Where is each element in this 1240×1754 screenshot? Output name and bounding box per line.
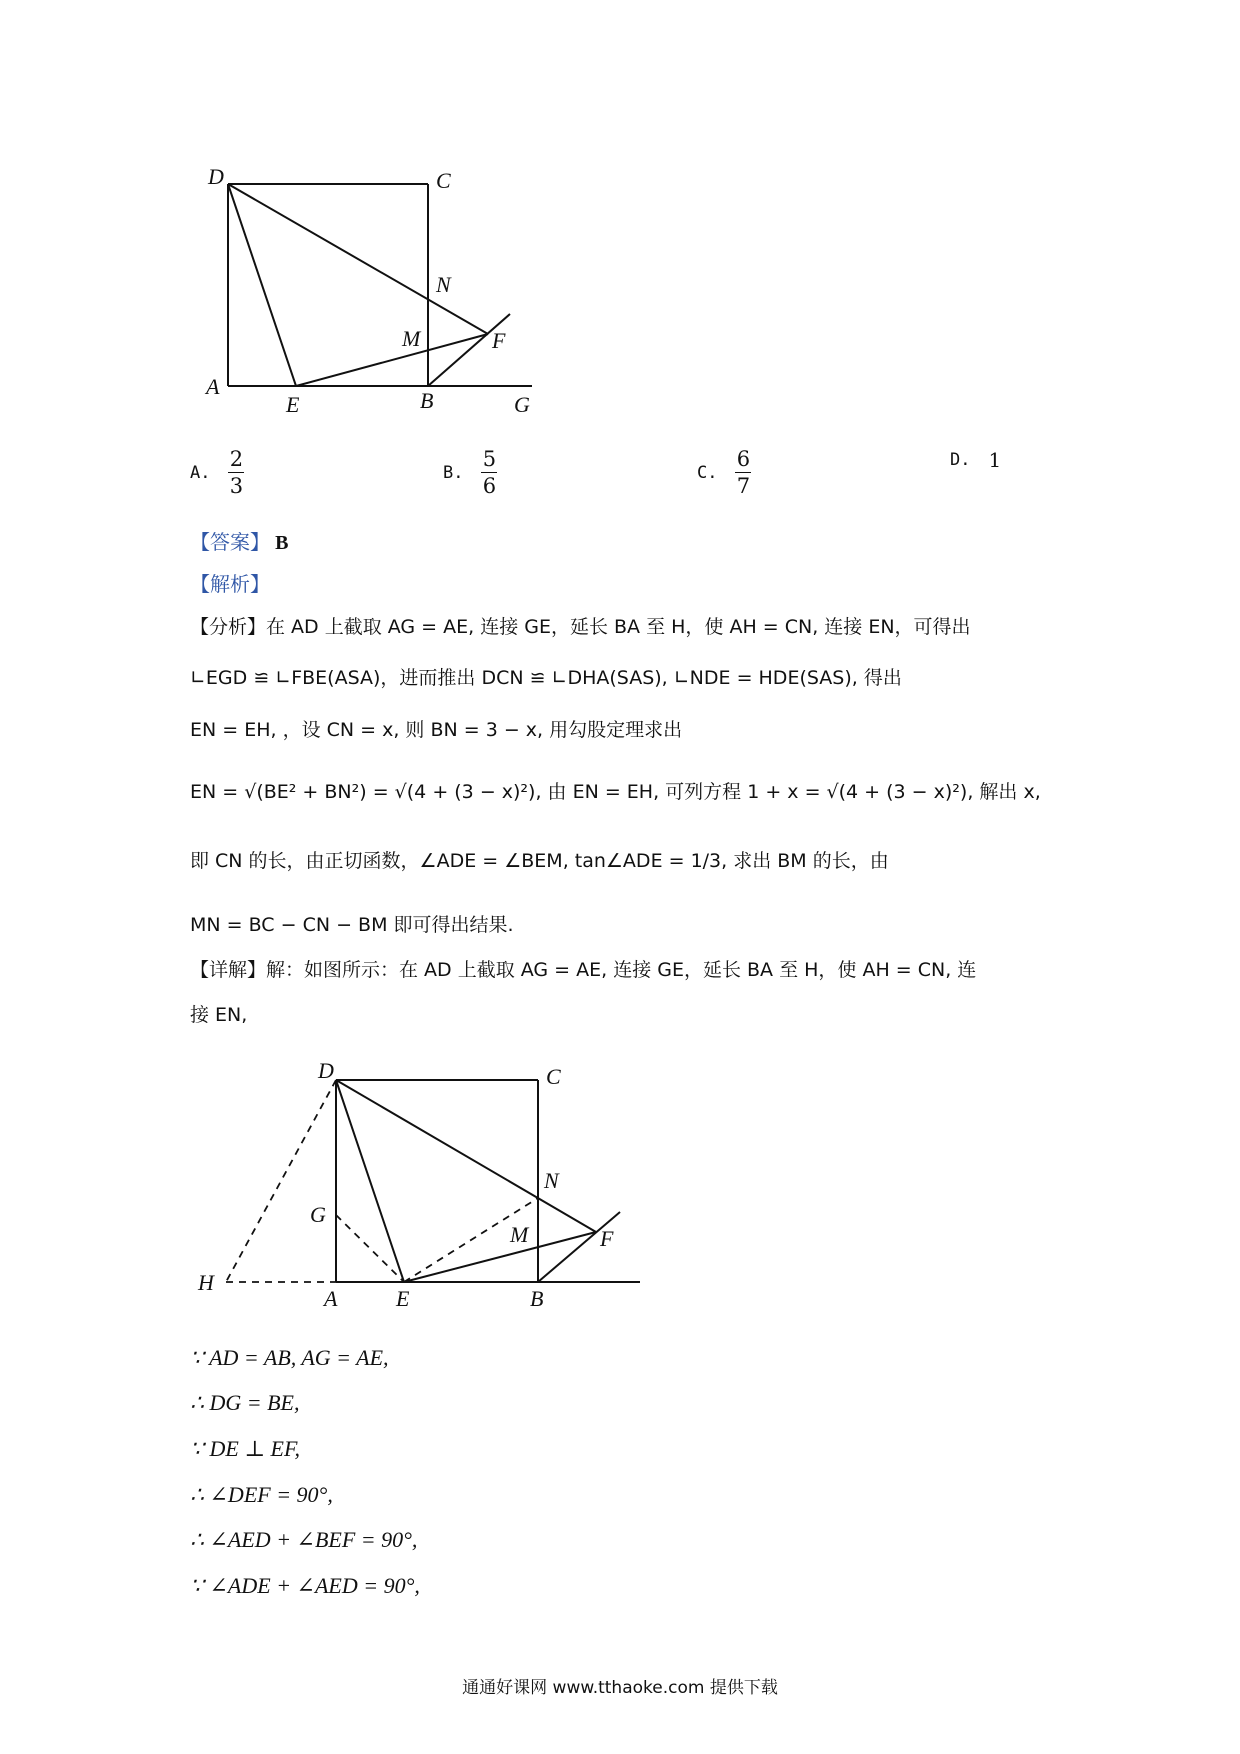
segment-df [336,1080,596,1232]
figure-2 [190,1050,650,1310]
label-d: D [318,1058,334,1083]
analysis-line-6: MN = BC − CN − BM 即可得出结果. [190,914,514,936]
label-a: A [206,374,220,399]
proof-line-5: ∴ ∠AED + ∠BEF = 90°, [190,1527,418,1552]
label-n: N [436,272,451,297]
figure-1 [180,150,560,430]
label-b: B [420,388,434,413]
dashed-dh [226,1080,336,1282]
option-b-fraction [481,448,497,497]
option-b-numerator: 5 [482,447,497,471]
option-c [697,448,751,497]
segment-ef [296,334,488,386]
label-f: F [492,328,506,353]
proof-line-4: ∴ ∠DEF = 90°, [190,1482,333,1507]
analysis-tag: 【解析】 [190,572,270,596]
segment-de [336,1080,404,1282]
option-b-label: B. [443,462,464,483]
option-a-fraction [228,448,244,497]
segment-de [228,184,296,386]
proof-line-6: ∵ ∠ADE + ∠AED = 90°, [190,1573,420,1598]
option-c-denominator: 7 [736,474,751,499]
option-c-numerator: 6 [736,447,751,471]
label-c: C [546,1064,561,1089]
label-h: H [198,1270,214,1295]
option-a-denominator: 3 [229,474,244,499]
option-d [950,448,1001,472]
analysis-line-4: EN = √(BE² + BN²) = √(4 + (3 − x)²), 由 EN = EH, 可列方程 1 + x = √(4 + (3 − x)²), 解出 x, [190,781,1041,803]
answer-value: B [275,532,289,554]
option-b [443,448,497,497]
fraction-bar [228,472,244,473]
option-a-numerator: 2 [229,447,244,471]
label-m: M [402,326,421,351]
page-footer: 通通好课网 www.tthaoke.com 提供下载 [462,1678,778,1698]
label-e: E [286,392,300,417]
detail-line-2: 接 EN, [190,1004,248,1026]
answer-tag: 【答案】 [190,530,270,554]
label-e: E [396,1286,410,1310]
answer-row [190,526,288,555]
analysis-line-3: EN = EH, ，设 CN = x, 则 BN = 3 − x, 用勾股定理求出 [190,719,683,741]
dashed-ge [336,1215,404,1282]
option-d-value: 1 [988,448,1002,472]
fraction-bar [735,472,751,473]
proof-line-3: ∵ DE ⊥ EF, [190,1436,301,1461]
segment-df [228,184,488,334]
label-d: D [208,164,224,189]
label-a: A [324,1286,338,1310]
option-a [190,448,244,497]
detail-line-1: 【详解】解：如图所示：在 AD 上截取 AG = AE, 连接 GE，延长 BA 至 H，使 AH = CN, 连 [190,959,977,981]
analysis-line-2: ∟EGD ≌ ∟FBE(ASA)，进而推出 DCN ≌ ∟DHA(SAS), ∟NDE = HDE(SAS), 得出 [190,667,902,689]
label-c: C [436,168,451,193]
option-b-denominator: 6 [482,474,497,499]
option-c-label: C. [697,462,718,483]
option-c-fraction [735,448,751,497]
label-m: M [510,1222,529,1247]
analysis-line-1: 【分析】在 AD 上截取 AG = AE, 连接 GE，延长 BA 至 H，使 AH = CN, 连接 EN，可得出 [190,616,971,638]
proof-line-1: ∵ AD = AB, AG = AE, [190,1345,389,1370]
label-f: F [600,1226,614,1251]
option-d-label: D. [950,450,971,470]
analysis-line-5: 即 CN 的长，由正切函数，∠ADE = ∠BEM, tan∠ADE = 1/3, 求出 BM 的长，由 [190,850,889,872]
fraction-bar [481,472,497,473]
label-n: N [544,1168,559,1193]
label-b: B [530,1286,544,1310]
label-g: G [310,1202,326,1227]
proof-line-2: ∴ DG = BE, [190,1390,300,1415]
label-g: G [514,392,530,417]
option-a-label: A. [190,462,211,483]
